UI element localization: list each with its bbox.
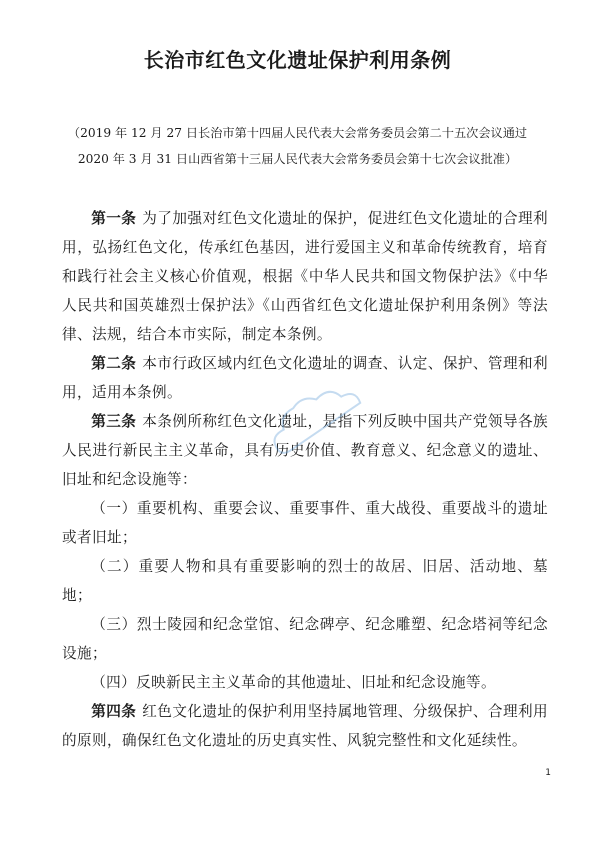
list-item-2 — [62, 552, 548, 610]
article-text: 本条例所称红色文化遗址，是指下列反映中国共产党领导各族人民进行新民主主义革命，具有历史价值、教育意义、纪念意义的遗址、旧址和纪念设施等： — [62, 413, 548, 488]
page-number: 1 — [545, 768, 551, 778]
article-number: 第三条 — [91, 413, 137, 430]
article-paragraph-2 — [62, 349, 548, 407]
article-paragraph-1 — [62, 204, 548, 349]
subtitle-line-2: 2020 年 3 月 31 日山西省第十三届人民代表大会常务委员会第十七次会议批准） — [77, 152, 518, 166]
article-text: 本市行政区域内红色文化遗址的调查、认定、保护、管理和利用，适用本条例。 — [62, 355, 548, 401]
list-item-3 — [62, 610, 548, 668]
list-item-1 — [62, 494, 548, 552]
list-item-4 — [62, 668, 548, 697]
document-body — [62, 204, 548, 755]
article-paragraph-3 — [62, 407, 548, 494]
article-number: 第二条 — [91, 355, 137, 372]
article-text: 红色文化遗址的保护利用坚持属地管理、分级保护、合理利用的原则，确保红色文化遗址的历史真实性、风貌完整性和文化延续性。 — [62, 703, 548, 749]
article-paragraph-4 — [62, 697, 548, 755]
article-number: 第一条 — [91, 210, 137, 227]
list-item-text: （四）反映新民主主义革命的其他遗址、旧址和纪念设施等。 — [91, 674, 497, 691]
document-title: 长治市红色文化遗址保护利用条例 — [143, 48, 452, 72]
document-subtitle — [0, 120, 595, 172]
list-item-text: （三）烈士陵园和纪念堂馆、纪念碑亭、纪念雕塑、纪念塔祠等纪念设施； — [62, 616, 548, 662]
article-text: 为了加强对红色文化遗址的保护，促进红色文化遗址的合理利用，弘扬红色文化，传承红色基因，进行爱国主义和革命传统教育，培育和践行社会主义核心价值观，根据《中华人民共和国文物保护法》《中华人民共和国英雄烈士保护法》《山西省红色文化遗址保护利用条例》等法律、法规，结合本市实际，制定本条例。 — [62, 210, 548, 343]
article-number: 第四条 — [91, 703, 137, 720]
list-item-text: （一）重要机构、重要会议、重要事件、重大战役、重要战斗的遗址或者旧址； — [62, 500, 548, 546]
list-item-text: （二）重要人物和具有重要影响的烈士的故居、旧居、活动地、墓地； — [62, 558, 548, 604]
subtitle-line-1: （2019 年 12 月 27 日长治市第十四届人民代表大会常务委员会第二十五次会议通过 — [67, 126, 528, 140]
